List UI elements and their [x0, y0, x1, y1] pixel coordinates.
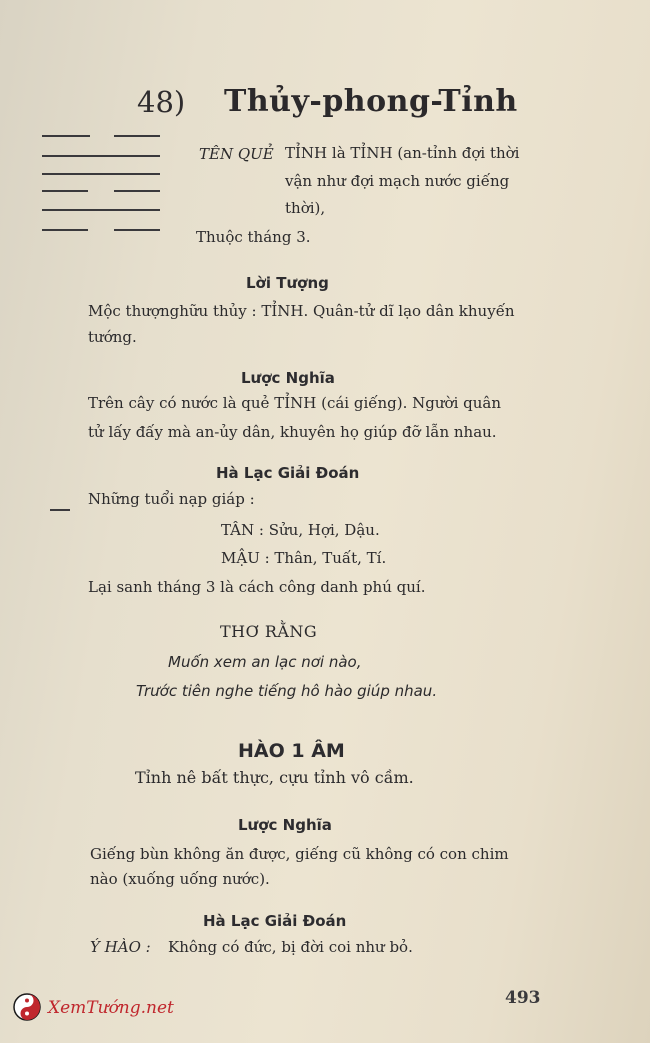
nap-giap-tan: TÂN : Sửu, Hợi, Dậu.: [221, 521, 380, 539]
cong-danh-line: Lại sanh tháng 3 là cách công danh phú quí.: [88, 578, 426, 596]
thuoc-thang: Thuộc tháng 3.: [196, 228, 311, 246]
hao-1-line: Tỉnh nê bất thực, cựu tỉnh vô cầm.: [135, 768, 414, 787]
section-number: 48): [137, 85, 186, 119]
hexagram-icon: [42, 135, 162, 235]
luoc-nghia-heading-1: Lược Nghĩa: [241, 369, 335, 387]
luoc-nghia-heading-2: Lược Nghĩa: [238, 816, 332, 834]
ten-que-line-2: vận như đợi mạch nước giếng: [285, 172, 510, 190]
ten-que-line-1: TỈNH là TỈNH (an-tỉnh đợi thời: [285, 144, 520, 162]
y-hao-label: Ý HÀO :: [90, 938, 151, 956]
poem-line-1: Muốn xem an lạc nơi nào,: [168, 653, 362, 671]
y-hao-text: Không có đức, bị đời coi như bỏ.: [168, 938, 413, 956]
tho-rang-heading: THƠ RẰNG: [220, 622, 318, 641]
luoc-nghia-1-line-1: Trên cây có nước là quẻ TỈNH (cái giếng). Người quân: [88, 394, 501, 412]
loi-tuong-heading: Lời Tượng: [246, 274, 329, 292]
page-title: Thủy-phong-Tỉnh: [224, 84, 518, 119]
ten-que-line-3: thời),: [285, 199, 326, 217]
hao-1-heading: HÀO 1 ÂM: [238, 740, 345, 762]
luoc-nghia-2-line-1: Giếng bùn không ăn được, giếng cũ không có con chim: [90, 845, 509, 863]
loi-tuong-line-1: Mộc thượnghữu thủy : TỈNH. Quân-tử dĩ lạo dân khuyến: [88, 302, 515, 320]
nap-giap-line: Những tuổi nạp giáp :: [88, 490, 255, 508]
luoc-nghia-1-line-2: tử lấy đấy mà an-ủy dân, khuyên họ giúp đỡ lẫn nhau.: [88, 423, 497, 441]
loi-tuong-line-2: tướng.: [88, 328, 137, 346]
nap-giap-mau: MẬU : Thân, Tuất, Tí.: [221, 549, 387, 567]
poem-line-2: Trước tiên nghe tiếng hô hào giúp nhau.: [136, 682, 438, 700]
luoc-nghia-2-line-2: nào (xuống uống nước).: [90, 870, 270, 888]
ha-lac-heading-1: Hà Lạc Giải Đoán: [216, 464, 360, 482]
site-logo[interactable]: [10, 990, 174, 1030]
margin-dash: [50, 509, 70, 511]
ha-lac-heading-2: Hà Lạc Giải Đoán: [203, 912, 347, 930]
logo-text: XemTướng.net: [48, 998, 174, 1018]
ten-que-label: TÊN QUẺ: [199, 145, 274, 163]
page-number: 493: [505, 988, 541, 1008]
yin-yang-icon: [12, 992, 42, 1022]
